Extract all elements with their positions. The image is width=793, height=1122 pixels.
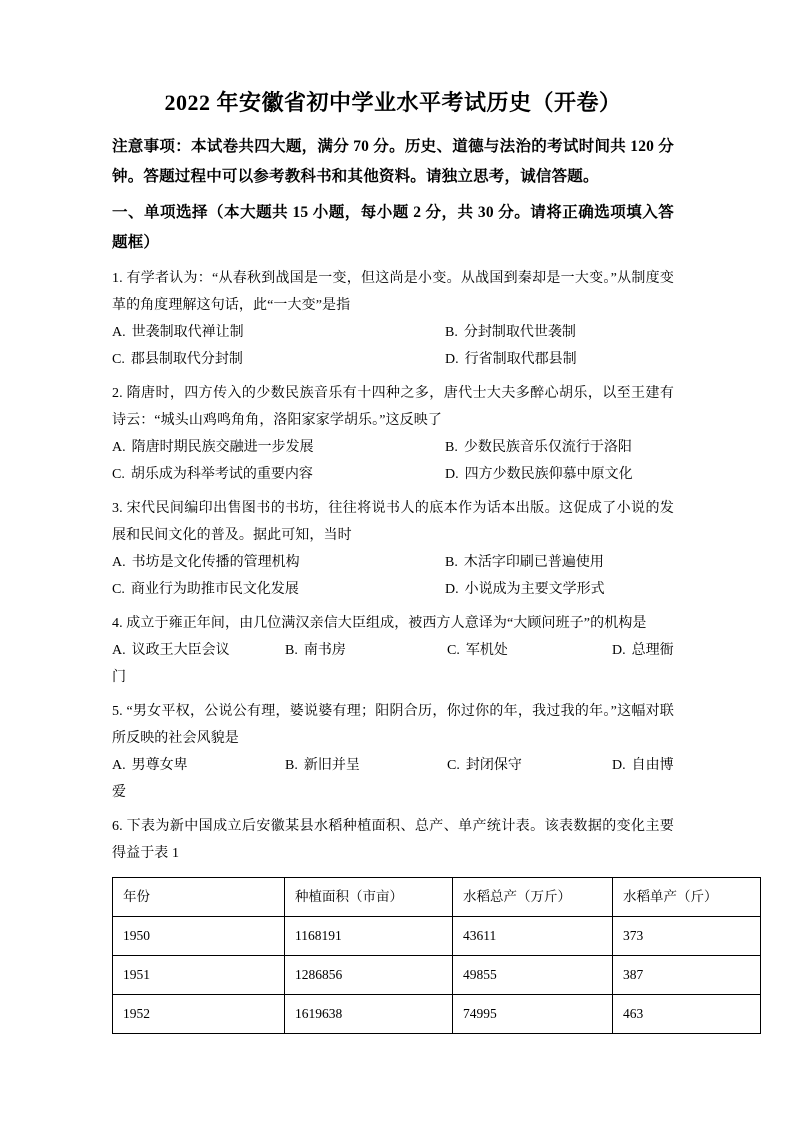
option-label: 世袭制取代禅让制 <box>131 325 244 340</box>
option-letter: C. <box>447 643 460 658</box>
option-d[interactable] <box>445 346 577 373</box>
option-d[interactable] <box>445 461 633 488</box>
option-row <box>112 346 674 373</box>
table-cell-total: 49855 <box>453 956 613 995</box>
question-4 <box>112 603 674 691</box>
option-row <box>112 319 674 346</box>
option-a[interactable] <box>112 637 230 664</box>
option-line <box>112 637 674 664</box>
option-label: 自由博 <box>631 758 674 773</box>
option-label: 郡县制取代分封制 <box>130 352 243 367</box>
table-cell-total: 43611 <box>453 917 613 956</box>
option-wrap-tail: 门 <box>112 670 126 685</box>
option-label: 分封制取代世袭制 <box>463 325 576 340</box>
option-letter: D. <box>612 758 626 773</box>
option-label: 封闭保守 <box>465 758 522 773</box>
question-stem: 4. 成立于雍正年间，由几位满汉亲信大臣组成，被西方人意译为“大顾问班子”的机构是 <box>112 616 647 631</box>
option-letter: C. <box>112 467 125 482</box>
option-letter: C. <box>112 582 125 597</box>
option-label: 南书房 <box>303 643 346 658</box>
rice-statistics-table-wrap <box>112 867 718 1034</box>
option-letter: B. <box>285 643 298 658</box>
section-heading-single-choice: 一、单项选择（本大题共 15 小题，每小题 2 分，共 30 分。请将正确选项填入答题框） <box>112 204 674 251</box>
option-label: 议政王大臣会议 <box>131 643 230 658</box>
option-letter: A. <box>112 555 126 570</box>
option-letter: A. <box>112 440 126 455</box>
question-3 <box>112 488 674 603</box>
question-stem: 3. 宋代民间编印出售图书的书坊，往往将说书人的底本作为话本出版。这促成了小说的发展和民间文化的普及。据此可知，当时 <box>112 501 674 543</box>
option-b[interactable] <box>445 549 604 576</box>
option-b[interactable] <box>285 637 346 664</box>
option-letter: B. <box>285 758 298 773</box>
option-label: 胡乐成为科举考试的重要内容 <box>130 467 313 482</box>
option-label: 书坊是文化传播的管理机构 <box>131 555 300 570</box>
option-letter: B. <box>445 325 458 340</box>
option-row <box>112 434 674 461</box>
table-header-cell: 水稻总产（万斤） <box>453 878 613 917</box>
option-c[interactable] <box>447 752 522 779</box>
option-inline-row <box>112 752 674 806</box>
question-stem: 6. 下表为新中国成立后安徽某县水稻种植面积、总产、单产统计表。该表数据的变化主要得益于表 1 <box>112 819 674 861</box>
question-2 <box>112 373 674 488</box>
option-letter: A. <box>112 325 126 340</box>
rice-statistics-table <box>112 877 761 1034</box>
option-d[interactable] <box>445 576 605 603</box>
option-letter: A. <box>112 643 126 658</box>
option-row <box>112 549 674 576</box>
option-letter: B. <box>445 555 458 570</box>
question-6 <box>112 806 718 1034</box>
table-cell-year: 1952 <box>113 995 285 1034</box>
option-letter: D. <box>445 467 459 482</box>
table-row <box>113 995 761 1034</box>
table-cell-area: 1619638 <box>285 995 453 1034</box>
page-content <box>112 0 718 1034</box>
option-line <box>112 752 674 779</box>
option-row <box>112 576 674 603</box>
option-grid <box>112 549 674 603</box>
option-wrap-tail: 爱 <box>112 785 126 800</box>
option-c[interactable] <box>112 461 313 488</box>
option-d[interactable] <box>612 637 674 664</box>
option-label: 小说成为主要文学形式 <box>464 582 605 597</box>
question-stem: 5. “男女平权，公说公有理，婆说婆有理；阳阴合历，你过你的年，我过我的年。”这幅对联所反映的社会风貌是 <box>112 704 674 746</box>
option-grid <box>112 434 674 488</box>
page-title: 2022 年安徽省初中学业水平考试历史（开卷） <box>164 90 622 115</box>
option-label: 军机处 <box>465 643 508 658</box>
option-letter: C. <box>447 758 460 773</box>
table-row <box>113 956 761 995</box>
option-letter: C. <box>112 352 125 367</box>
table-cell-yield: 463 <box>613 995 761 1034</box>
option-a[interactable] <box>112 752 188 779</box>
option-a[interactable] <box>112 319 244 346</box>
table-header-cell: 水稻单产（斤） <box>613 878 761 917</box>
option-c[interactable] <box>447 637 508 664</box>
option-grid <box>112 319 674 373</box>
option-d[interactable] <box>612 752 674 779</box>
exam-notice: 注意事项：本试卷共四大题，满分 70 分。历史、道德与法治的考试时间共 120 分钟。答题过程中可以参考教科书和其他资料。请独立思考，诚信答题。 <box>112 138 674 185</box>
option-letter: D. <box>445 352 459 367</box>
option-label: 商业行为助推市民文化发展 <box>130 582 299 597</box>
option-label: 隋唐时期民族交融进一步发展 <box>131 440 314 455</box>
question-stem: 1. 有学者认为：“从春秋到战国是一变，但这尚是小变。从战国到秦却是一大变。”从制度变革的角度理解这句话，此“一大变”是指 <box>112 271 674 313</box>
option-b[interactable] <box>445 319 576 346</box>
table-cell-yield: 387 <box>613 956 761 995</box>
option-letter: A. <box>112 758 126 773</box>
table-row <box>113 917 761 956</box>
option-row <box>112 461 674 488</box>
option-letter: D. <box>612 643 626 658</box>
option-label: 总理衙 <box>631 643 674 658</box>
option-letter: D. <box>445 582 459 597</box>
option-letter: B. <box>445 440 458 455</box>
table-header-cell: 种植面积（市亩） <box>285 878 453 917</box>
option-label: 木活字印刷已普遍使用 <box>463 555 604 570</box>
option-a[interactable] <box>112 434 314 461</box>
option-c[interactable] <box>112 346 243 373</box>
question-1 <box>112 258 674 373</box>
option-label: 新旧并呈 <box>303 758 360 773</box>
option-label: 四方少数民族仰慕中原文化 <box>464 467 633 482</box>
option-inline-row <box>112 637 674 691</box>
table-cell-area: 1286856 <box>285 956 453 995</box>
option-c[interactable] <box>112 576 299 603</box>
table-cell-total: 74995 <box>453 995 613 1034</box>
option-label: 行省制取代郡县制 <box>464 352 577 367</box>
option-label: 男尊女卑 <box>131 758 188 773</box>
table-cell-year: 1951 <box>113 956 285 995</box>
option-b[interactable] <box>285 752 360 779</box>
table-header-row <box>113 878 761 917</box>
option-b[interactable] <box>445 434 632 461</box>
table-cell-yield: 373 <box>613 917 761 956</box>
table-header-cell: 年份 <box>113 878 285 917</box>
option-label: 少数民族音乐仅流行于洛阳 <box>463 440 632 455</box>
table-cell-area: 1168191 <box>285 917 453 956</box>
table-cell-year: 1950 <box>113 917 285 956</box>
option-a[interactable] <box>112 549 300 576</box>
question-stem: 2. 隋唐时，四方传入的少数民族音乐有十四种之多，唐代士大夫多醉心胡乐，以至王建有诗云：“城头山鸡鸣角角，洛阳家家学胡乐。”这反映了 <box>112 386 674 428</box>
question-5 <box>112 691 674 806</box>
